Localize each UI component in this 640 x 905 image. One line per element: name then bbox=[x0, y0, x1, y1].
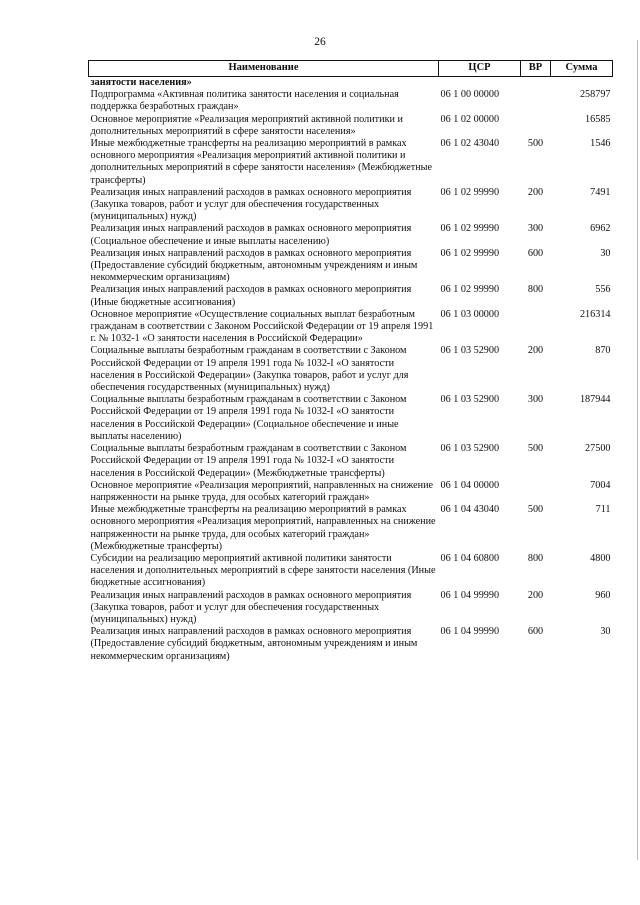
table-header bbox=[89, 61, 613, 77]
cell-name: Иные межбюджетные трансферты на реализацию мероприятий в рамках основного мероприятия «Реализация мероприятий, направленных на снижение напряженности на рынке труда, для особых категорий граждан» (Межбюджетные трансферты) bbox=[90, 504, 436, 552]
cell-name: Подпрограмма «Активная политика занятости населения и социальная поддержка безработных граждан» bbox=[90, 89, 399, 113]
cell-csr: 06 1 03 00000 bbox=[440, 308, 500, 320]
cell-vr bbox=[521, 480, 551, 504]
cell-sum: 711 bbox=[595, 504, 611, 516]
cell-vr: 500 bbox=[527, 138, 544, 150]
budget-table bbox=[88, 60, 613, 663]
cell-csr: 06 1 04 00000 bbox=[440, 479, 500, 491]
cell-name: Реализация иных направлений расходов в рамках основного мероприятия (Закупка товаров, работ и услуг для обеспечения государственных (муниципальных) нужд) bbox=[90, 589, 412, 625]
cell-sum: 16585 bbox=[585, 113, 611, 125]
cell-csr: 06 1 02 43040 bbox=[440, 138, 500, 150]
cell-name: Основное мероприятие «Реализация мероприятий активной политики и дополнительных мероприятий в сфере занятости населения» bbox=[90, 113, 403, 137]
header-vr: ВР bbox=[521, 61, 551, 77]
cell-vr: 500 bbox=[527, 504, 544, 516]
cell-vr: 500 bbox=[527, 443, 544, 455]
cell-vr: 200 bbox=[527, 589, 544, 601]
cell-csr: 06 1 00 00000 bbox=[440, 89, 500, 101]
cell-vr bbox=[521, 309, 551, 346]
table-row bbox=[89, 443, 613, 480]
cell-vr: 800 bbox=[527, 552, 544, 564]
cell-vr: 600 bbox=[527, 626, 544, 638]
cell-name: Основное мероприятие «Реализация мероприятий, направленных на снижение напряженности на рынке труда, для особых категорий граждан» bbox=[90, 479, 434, 503]
cell-sum: 30 bbox=[600, 626, 611, 638]
cell-vr: 300 bbox=[527, 394, 544, 406]
cell-sum: 556 bbox=[595, 284, 611, 296]
cell-vr: 200 bbox=[527, 186, 544, 198]
cell-sum: 7491 bbox=[590, 186, 611, 198]
cell-sum bbox=[551, 77, 613, 90]
cell-sum: 1546 bbox=[590, 138, 611, 150]
table-row bbox=[89, 284, 613, 308]
cell-csr: 06 1 03 52900 bbox=[440, 394, 500, 406]
cell-vr: 200 bbox=[527, 345, 544, 357]
cell-name: Социальные выплаты безработным гражданам в соответствии с Законом Российской Федерации от 19 апреля 1991 года № 1032-I «О занятости населения в Российской Федерации» (Социальное обеспечение и иные выплаты населению) bbox=[90, 394, 407, 442]
cell-name: Реализация иных направлений расходов в рамках основного мероприятия (Иные бюджетные ассигнования) bbox=[90, 284, 412, 308]
cell-csr: 06 1 04 43040 bbox=[440, 504, 500, 516]
cell-csr: 06 1 04 99990 bbox=[440, 626, 500, 638]
cell-csr bbox=[439, 77, 521, 90]
cell-name: Основное мероприятие «Осуществление социальных выплат безработным гражданам в соответствии с Законом Российской Федерации от 19 апреля 1991 г. № 1032-1 «О занятости населения в Российской Федерации» bbox=[90, 308, 434, 345]
cell-sum: 960 bbox=[595, 589, 611, 601]
table-row bbox=[89, 553, 613, 590]
table-row bbox=[89, 345, 613, 394]
cell-csr: 06 1 02 99990 bbox=[440, 186, 500, 198]
cell-vr bbox=[521, 114, 551, 138]
cell-vr bbox=[521, 77, 551, 90]
table-row bbox=[89, 248, 613, 285]
cell-name: Реализация иных направлений расходов в рамках основного мероприятия (Социальное обеспечение и иные выплаты населению) bbox=[90, 223, 412, 247]
scan-edge-mark bbox=[637, 40, 638, 860]
page-number: 26 bbox=[314, 36, 326, 48]
cell-vr: 300 bbox=[527, 223, 544, 235]
cell-csr: 06 1 03 52900 bbox=[440, 443, 500, 455]
table-row bbox=[89, 77, 613, 90]
cell-name: Реализация иных направлений расходов в рамках основного мероприятия (Предоставление субсидий бюджетным, автономным учреждениям и иным некоммерческим организациям) bbox=[90, 626, 418, 662]
cell-csr: 06 1 04 60800 bbox=[440, 552, 500, 564]
cell-csr: 06 1 03 52900 bbox=[440, 345, 500, 357]
table-body bbox=[89, 77, 613, 663]
table-row bbox=[89, 394, 613, 443]
header-sum: Сумма bbox=[551, 61, 613, 77]
cell-name: Субсидии на реализацию мероприятий активной политики занятости населения и дополнительных мероприятий в сфере занятости населения (Иные бюджетные ассигнования) bbox=[90, 552, 436, 589]
cell-sum: 187944 bbox=[579, 394, 611, 406]
cell-vr: 600 bbox=[527, 247, 544, 259]
header-csr: ЦСР bbox=[439, 61, 521, 77]
cell-sum: 30 bbox=[600, 247, 611, 259]
cell-name: Реализация иных направлений расходов в рамках основного мероприятия (Закупка товаров, работ и услуг для обеспечения государственных (муниципальных) нужд) bbox=[90, 186, 412, 223]
table-row bbox=[89, 138, 613, 187]
header-name: Наименование bbox=[89, 61, 439, 77]
cell-name: занятости населения» bbox=[90, 77, 192, 88]
table-row bbox=[89, 309, 613, 346]
cell-sum: 6962 bbox=[590, 223, 611, 235]
table-row bbox=[89, 504, 613, 553]
table-row bbox=[89, 187, 613, 224]
table-row bbox=[89, 223, 613, 247]
cell-sum: 7004 bbox=[590, 479, 611, 491]
cell-csr: 06 1 02 99990 bbox=[440, 247, 500, 259]
cell-sum: 4800 bbox=[590, 552, 611, 564]
cell-sum: 27500 bbox=[585, 443, 611, 455]
table-row bbox=[89, 89, 613, 113]
cell-name: Иные межбюджетные трансферты на реализацию мероприятий в рамках основного мероприятия «Реализация мероприятий активной политики и дополнительных мероприятий в сфере занятости населения» (Межбюджетные трансферты) bbox=[90, 138, 433, 186]
table-row bbox=[89, 590, 613, 627]
cell-name: Социальные выплаты безработным гражданам в соответствии с Законом Российской Федерации от 19 апреля 1991 года № 1032-I «О занятости населения в Российской Федерации» (Закупка товаров, работ и услуг для обеспечения государственных (муниципальных) нужд) bbox=[90, 345, 409, 394]
table-row bbox=[89, 626, 613, 663]
cell-sum: 258797 bbox=[579, 89, 611, 101]
cell-vr bbox=[521, 89, 551, 113]
cell-name: Социальные выплаты безработным гражданам в соответствии с Законом Российской Федерации от 19 апреля 1991 года № 1032-I «О занятости населения в Российской Федерации» (Межбюджетные трансферты) bbox=[90, 443, 407, 479]
cell-sum: 870 bbox=[595, 345, 611, 357]
cell-name: Реализация иных направлений расходов в рамках основного мероприятия (Предоставление субсидий бюджетным, автономным учреждениям и иным некоммерческим организациям) bbox=[90, 247, 418, 284]
cell-csr: 06 1 02 99990 bbox=[440, 284, 500, 296]
cell-csr: 06 1 04 99990 bbox=[440, 589, 500, 601]
cell-vr: 800 bbox=[527, 284, 544, 296]
cell-csr: 06 1 02 00000 bbox=[440, 113, 500, 125]
cell-sum: 216314 bbox=[579, 308, 611, 320]
table-row bbox=[89, 114, 613, 138]
cell-csr: 06 1 02 99990 bbox=[440, 223, 500, 235]
table-row bbox=[89, 480, 613, 504]
